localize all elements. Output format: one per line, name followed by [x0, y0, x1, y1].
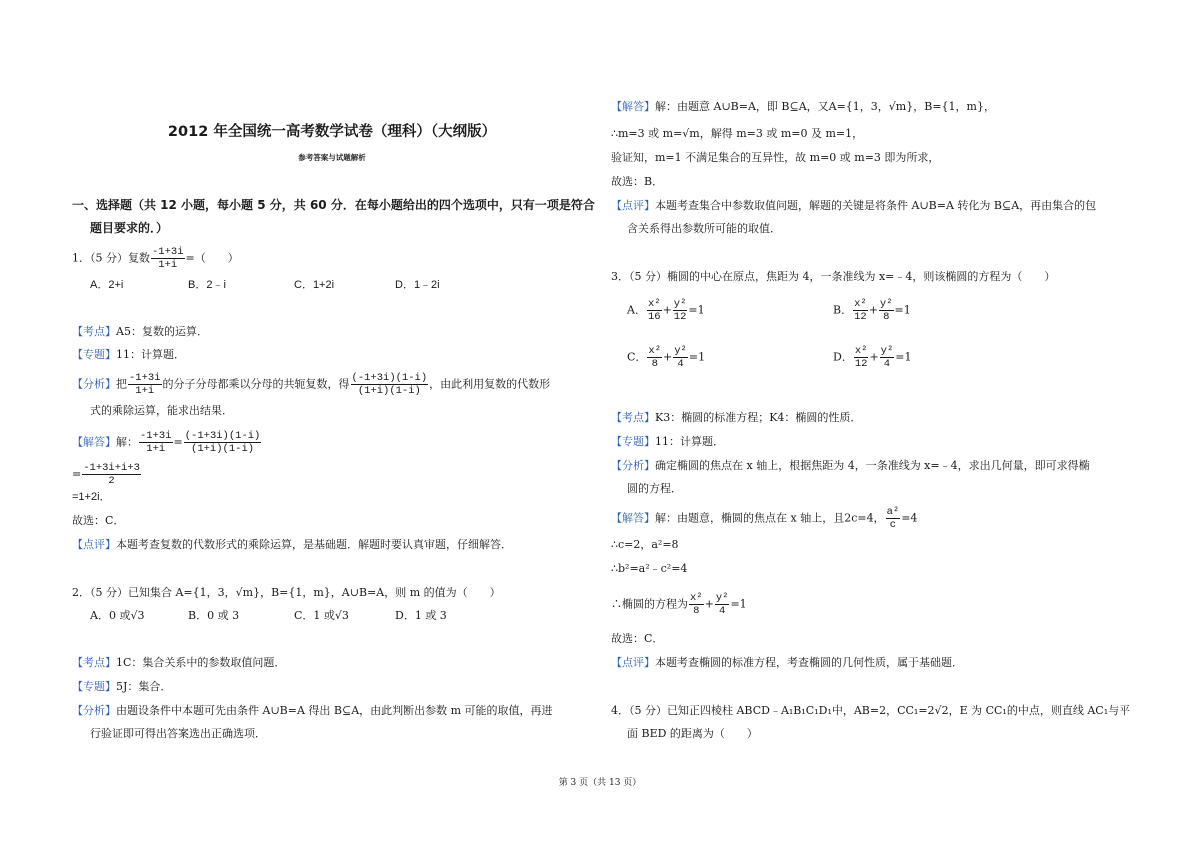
q2-guxuan: 故选：B． — [611, 175, 664, 188]
q3-step1: ∴c=2，a²=8 — [611, 538, 679, 551]
q3-option-d: D． $\frac{\text{x²}}{12}$ + $\frac{\text{y²}}{4}$ =1 — [833, 345, 912, 370]
q1-jieda: 【解答】解： $\frac{-1+3i}{1+i}$ = $\frac{(-1+3i)(1-i)}{(1+i)(1-i)}$ — [72, 430, 261, 455]
q2-dianping-cont: 含关系得出参数所可能的取值． — [627, 222, 781, 235]
q3-zhuanti: 【专题】11：计算题． — [611, 435, 724, 448]
q2-zhuanti: 【专题】5J：集合． — [72, 680, 172, 693]
q1-fraction: $\frac{-1+3i}{1+i}$ — [152, 246, 184, 271]
q1-fenxi: 【分析】把 $\frac{-1+3i}{1+i}$ 的分子分母都乘以分母的共轭复数，得 $\frac{(-1+3i)(1-i)}{(1+i)(1-i)}$ ，由此利用复数的代数形 — [72, 372, 551, 397]
q1-step2: = $\frac{-1+3i+i+3}{2}$ — [72, 462, 140, 487]
q3-dianping: 【点评】本题考查椭圆的标准方程，考查椭圆的几何性质，属于基础题． — [611, 656, 963, 669]
q1-option-a: A．2+i — [90, 279, 124, 291]
q2-dianping: 【点评】本题考查集合中参数取值问题，解题的关键是将条件 A∪B=A 转化为 B⊆A，再由集合的包 — [611, 199, 1097, 212]
q1-option-b: B．2﹣i — [188, 279, 226, 291]
q1-dianping: 【点评】本题考查复数的代数形式的乘除运算，是基础题．解题时要认真审题，仔细解答． — [72, 538, 512, 551]
q2-fenxi: 【分析】由题设条件中本题可先由条件 A∪B=A 得出 B⊆A，由此判断出参数 m 可能的取值，再进 — [72, 704, 553, 717]
q3-option-c: C． $\frac{\text{x²}}{8}$ + $\frac{\text{y²}}{4}$ =1 — [627, 345, 706, 370]
q3-guxuan: 故选：C． — [611, 632, 664, 645]
q1-option-d: D．1﹣2i — [395, 279, 440, 291]
q1-guxuan: 故选：C． — [72, 514, 125, 527]
q3-step2: ∴b²=a²﹣c²=4 — [611, 562, 688, 575]
q2-option-d: D．1 或 3 — [395, 609, 447, 622]
q3-stem: 3．（5 分）椭圆的中心在原点，焦距为 4，一条准线为 x=﹣4，则该椭圆的方程为（ ） — [611, 270, 1056, 283]
q3-jieda: 【解答】解：由题意，椭圆的焦点在 x 轴上，且2c=4， $\frac{\text{a²}}{c}$ =4 — [611, 506, 918, 531]
q2-kaodian: 【考点】1C：集合关系中的参数取值问题． — [72, 656, 286, 669]
page-footer: 第 3 页（共 13 页） — [558, 778, 642, 788]
page-subtitle: 参考答案与试题解析 — [298, 153, 366, 162]
q1-option-c: C．1+2i — [294, 279, 335, 291]
q2-fenxi-cont: 行验证即可得出答案选出正确选项． — [90, 727, 266, 740]
q2-option-c: C．1 或√3 — [294, 609, 349, 622]
q2-jieda: 【解答】解：由题意 A∪B=A，即 B⊆A，又A={1，3，√m}，B={1，m}， — [611, 100, 995, 113]
q2-option-b: B．0 或 3 — [188, 609, 240, 622]
q3-step3: ∴椭圆的方程为 $\frac{\text{x²}}{8}$ + $\frac{\text{y²}}{4}$ =1 — [611, 592, 747, 617]
q1-fenxi-cont: 式的乘除运算，能求出结果． — [90, 404, 233, 417]
q3-fenxi: 【分析】确定椭圆的焦点在 x 轴上，根据焦距为 4，一条准线为 x=﹣4，求出几何量，即可求得椭 — [611, 459, 1090, 472]
q2-option-a: A．0 或√3 — [90, 609, 145, 622]
page-title: 2012 年全国统一高考数学试卷（理科）（大纲版） — [167, 124, 497, 140]
section-heading: 一、选择题（共 12 小题，每小题 5 分，共 60 分．在每小题给出的四个选项中，只有一项是符合 — [72, 198, 595, 212]
q3-fenxi-cont: 圆的方程． — [627, 482, 682, 495]
q2-jieda-3: 验证知，m=1 不满足集合的互异性，故 m=0 或 m=3 即为所求， — [611, 151, 940, 164]
section-heading-cont: 题目要求的．） — [90, 221, 169, 235]
q3-option-a: A． $\frac{\text{x²}}{16}$ + $\frac{\text{y²}}{12}$ =1 — [627, 298, 705, 323]
q4-stem-cont: 面 BED 的距离为（ ） — [627, 727, 758, 740]
q2-jieda-2: ∴m=3 或 m=√m，解得 m=3 或 m=0 及 m=1， — [611, 127, 864, 140]
q2-stem: 2．（5 分）已知集合 A={1，3，√m}，B={1，m}，A∪B=A，则 m 的值为（ ） — [72, 586, 501, 599]
q1-step3: =1+2i． — [72, 491, 111, 503]
q1-zhuanti: 【专题】11：计算题． — [72, 348, 185, 361]
q4-stem: 4．（5 分）已知正四棱柱 ABCD﹣A₁B₁C₁D₁中，AB=2，CC₁=2√2，E 为 CC₁的中点，则直线 AC₁与平 — [611, 704, 1131, 717]
q1-kaodian: 【考点】A5：复数的运算． — [72, 325, 208, 338]
q1-stem: 1．（5 分）复数 $\frac{-1+3i}{1+i}$ =（ ） — [72, 246, 239, 271]
q3-kaodian: 【考点】K3：椭圆的标准方程；K4：椭圆的性质． — [611, 411, 862, 424]
q3-option-b: B． $\frac{\text{x²}}{12}$ + $\frac{\text{y²}}{8}$ =1 — [833, 298, 911, 323]
